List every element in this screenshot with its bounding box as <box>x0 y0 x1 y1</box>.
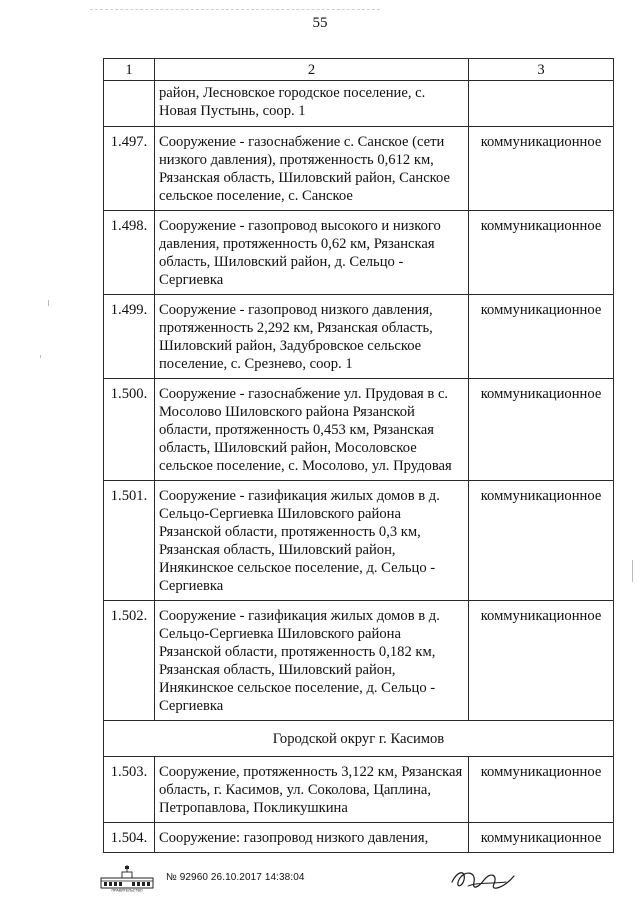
row-description: Сооружение, протяженность 3,122 км, Рязанская область, г. Касимов, ул. Соколова, Цаплина, Петропавлова, Покликушкина <box>155 757 469 823</box>
row-type: коммуникационное <box>469 127 614 211</box>
row-type <box>469 81 614 127</box>
row-number: 1.498. <box>104 211 155 295</box>
row-type: коммуникационное <box>469 379 614 481</box>
column-header-number: 1 <box>104 59 155 81</box>
row-description: Сооружение: газопровод низкого давления, <box>155 823 469 853</box>
table-row <box>104 295 614 379</box>
row-type: коммуникационное <box>469 601 614 721</box>
table-row <box>104 601 614 721</box>
column-header-type: 3 <box>469 59 614 81</box>
row-number: 1.502. <box>104 601 155 721</box>
row-number: 1.497. <box>104 127 155 211</box>
row-type: коммуникационное <box>469 295 614 379</box>
table-header-row <box>104 59 614 81</box>
row-number: 1.499. <box>104 295 155 379</box>
scan-margin-mark <box>40 355 41 358</box>
section-heading-row <box>104 721 614 757</box>
table-row <box>104 757 614 823</box>
property-registry-table <box>103 58 614 853</box>
section-heading: Городской округ г. Касимов <box>104 721 614 757</box>
row-type: коммуникационное <box>469 481 614 601</box>
row-description: Сооружение - газопровод высокого и низкого давления, протяженность 0,62 км, Рязанская область, Шиловский район, д. Сельцо - Сергиевка <box>155 211 469 295</box>
document-footer <box>100 862 620 896</box>
row-description: район, Лесновское городское поселение, с. Новая Пустынь, соор. 1 <box>155 81 469 127</box>
table-row-continued <box>104 81 614 127</box>
row-description: Сооружение - газоснабжение с. Санское (сети низкого давления), протяженность 0,612 км, Рязанская область, Шиловский район, Санское сельское поселение, с. Санское <box>155 127 469 211</box>
row-type: коммуникационное <box>469 823 614 853</box>
row-number: 1.500. <box>104 379 155 481</box>
row-description: Сооружение - газоснабжение ул. Прудовая в с. Мосолово Шиловского района Рязанской области, протяженность 0,453 км, Рязанская область, Шиловский район, Мосоловское сельское поселение, с. Мосолово, ул. Прудовая <box>155 379 469 481</box>
row-description: Сооружение - газификация жилых домов в д. Сельцо-Сергиевка Шиловского района Рязанской области, протяженность 0,182 км, Рязанская область, Шиловский район, Инякинское сельское поселение, д. Сельцо - Сергиевка <box>155 601 469 721</box>
row-number: 1.504. <box>104 823 155 853</box>
row-number <box>104 81 155 127</box>
row-number: 1.501. <box>104 481 155 601</box>
row-number: 1.503. <box>104 757 155 823</box>
row-description: Сооружение - газификация жилых домов в д. Сельцо-Сергиевка Шиловского района Рязанской области, протяженность 0,3 км, Рязанская область, Шиловский район, Инякинское сельское поселение, д. Сельцо - Сергиевка <box>155 481 469 601</box>
row-type: коммуникационное <box>469 211 614 295</box>
table-row <box>104 379 614 481</box>
document-registration-stamp: № 92960 26.10.2017 14:38:04 <box>166 872 305 883</box>
scan-margin-mark <box>632 560 633 582</box>
table-row <box>104 481 614 601</box>
handwritten-signature <box>448 862 518 894</box>
scan-margin-mark <box>48 300 49 306</box>
government-building-emblem <box>100 864 154 892</box>
column-header-description: 2 <box>155 59 469 81</box>
table-row <box>104 127 614 211</box>
page-number: 55 <box>312 15 328 31</box>
table-row <box>104 211 614 295</box>
emblem-caption: ПРАВИТЕЛЬСТВО <box>111 888 143 892</box>
table-row <box>104 823 614 853</box>
scan-artifact-line <box>90 9 380 10</box>
row-description: Сооружение - газопровод низкого давления, протяженность 2,292 км, Рязанская область, Шиловский район, Задубровское сельское поселение, с. Срезнево, соор. 1 <box>155 295 469 379</box>
row-type: коммуникационное <box>469 757 614 823</box>
